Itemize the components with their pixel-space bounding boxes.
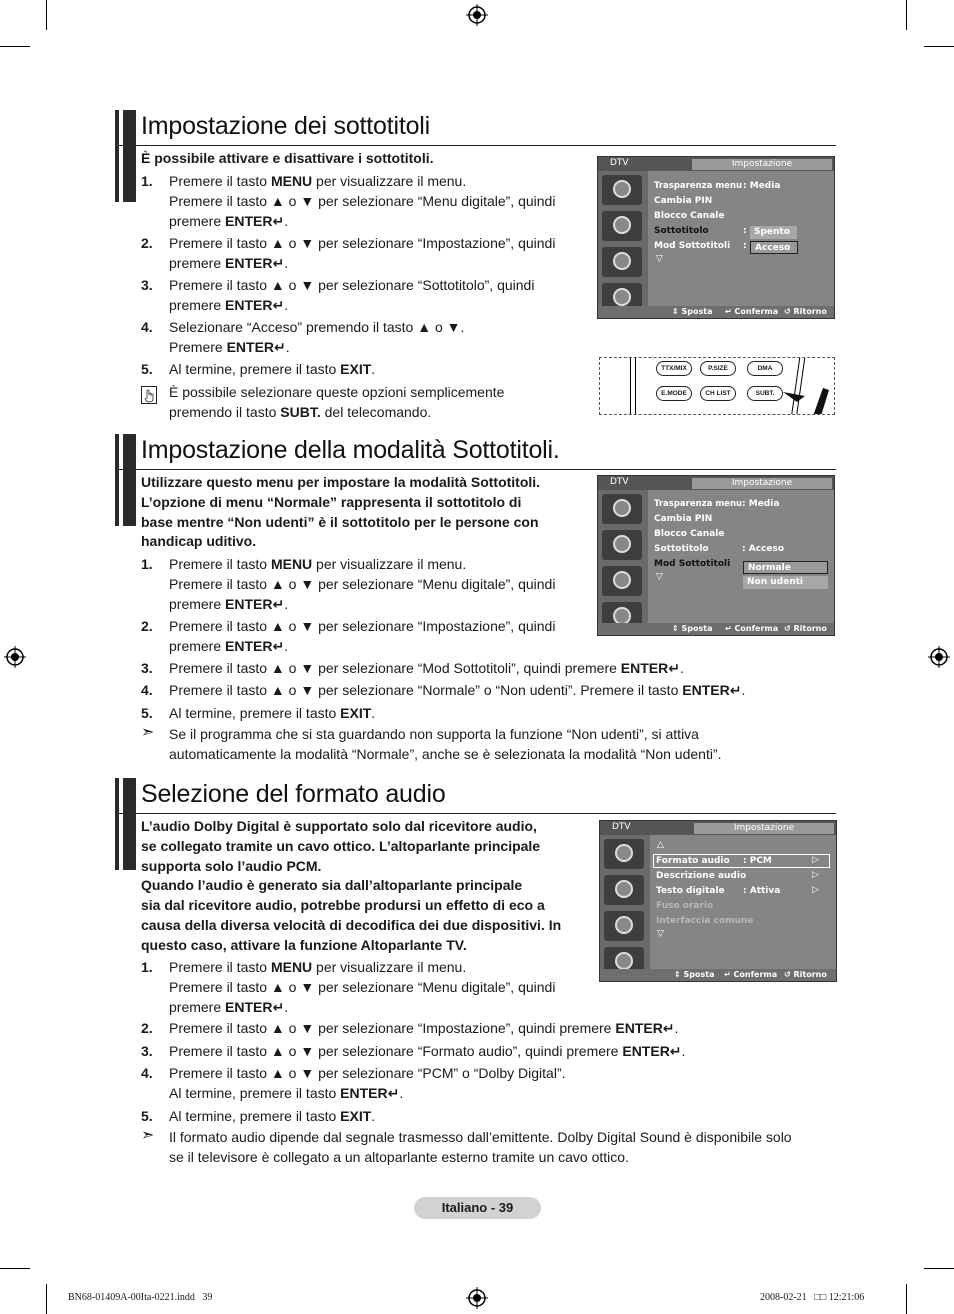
note-text: Il formato audio dipende dal segnale trasmesso dall’emittente. Dolby Digital Sound è disponibile solo se il televisore è collegato a un altoparlante esterno tramite un cavo ottico. [169, 1129, 792, 1165]
hand-note-icon [141, 386, 157, 404]
section-title: Impostazione della modalità Sottotitoli. [141, 436, 560, 464]
pointer-hand-icon [783, 386, 833, 415]
section-intro: Utilizzare questo menu per impostare la modalità Sottotitoli. L’opzione di menu “Normale” rappresenta il sottotitolo di base mentre “Non udenti” è il sottotitolo per le persone con handicap uditivo. [141, 474, 541, 550]
note-text: È possibile selezionare queste opzioni semplicemente premendo il tasto SUBT. del telecomando. [169, 384, 505, 420]
arrow-note-icon: ➣ [141, 724, 155, 741]
section-title: Impostazione dei sottotitoli [141, 112, 431, 140]
section-title: Selezione del formato audio [141, 780, 446, 808]
section-intro: L’audio Dolby Digital è supportato solo dal ricevitore audio, se collegato tramite un cavo ottico. L’altoparlante principale supporta solo l’audio PCM. Quando l’audio è generato sia dall’altoparlante principale sia dal ricevitore audio, potrebbe prodursi un effetto di eco a causa della diversa velocità di decodifica dei due dispositivi. In questo caso, attivare la funzione Altoparlante TV. [141, 818, 562, 953]
registration-mark-icon [928, 646, 950, 668]
section-header [115, 112, 836, 146]
print-slug-right: 2008-02-21 □□ 12:21:06 [760, 1292, 865, 1303]
section-header [115, 780, 836, 814]
page-number: Italiano - 39 [414, 1197, 541, 1219]
osd-screen-audio-format: DTV Impostazione △ Formato audio : PCM ▷ Descrizione audio ▷ Testo digitale : Attiva ▷ Fuso orario Interfaccia comune ▽ ⇕ Sposta ↵ Conferma ↺ Ritorno [599, 820, 837, 982]
section-intro: È possibile attivare e disattivare i sottotitoli. [141, 150, 434, 166]
registration-mark-icon [4, 646, 26, 668]
osd-screen-subtitles: DTV Impostazione Trasparenza menu : Media Cambia PIN Blocco Canale Sottotitolo : Mod Sottotitoli : ▽ Spento Acceso ⇕ Sposta ↵ Conferma ↺ Ritorno [597, 156, 835, 319]
arrow-note-icon: ➣ [141, 1127, 155, 1144]
print-slug-left: BN68-01409A-00Ita-0221.indd 39 [68, 1292, 213, 1303]
note-text: Se il programma che si sta guardando non supporta la funzione “Non udenti”, si attiva automaticamente la modalità “Normale”, anche se è selezionata la modalità “Non udenti”. [169, 726, 722, 762]
section-header [115, 436, 836, 470]
registration-mark-icon [466, 4, 488, 26]
remote-control-illustration: TTX/MIX P.SIZE DMA E.MODE CH LIST SUBT. [599, 357, 835, 415]
registration-mark-icon [466, 1287, 488, 1309]
osd-screen-subtitle-mode: DTV Impostazione Trasparenza menu : Media Cambia PIN Blocco Canale Sottotitolo : Acceso Mod Sottotitoli ▽ Normale Non udenti ⇕ Sposta ↵ Conferma ↺ Ritorno [597, 475, 835, 636]
